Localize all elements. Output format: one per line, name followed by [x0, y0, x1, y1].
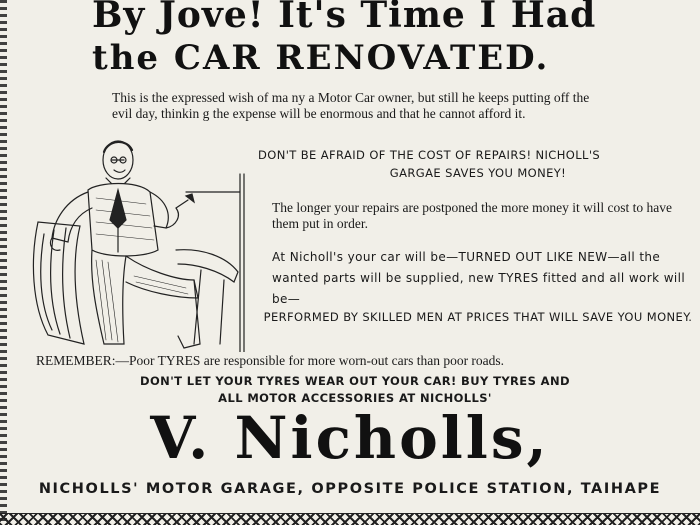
- notice-line-2: GARGAE SAVES YOU MONEY!: [389, 166, 567, 180]
- seated-gentleman-illustration: [26, 130, 250, 352]
- longer-repairs-paragraph: The longer your repairs are postponed the more money it will cost to have them put in order.: [272, 200, 673, 231]
- decorative-border-bottom: [0, 513, 700, 525]
- garage-address: NICHOLLS' MOTOR GARAGE, OPPOSITE POLICE STATION, TAIHAPE: [38, 481, 662, 497]
- tyres-notice: [50, 373, 660, 407]
- tyres-notice-line-1: DON'T LET YOUR TYRES WEAR OUT YOUR CAR! BUY TYRES AND: [140, 374, 570, 388]
- at-nicholls-paragraph: At Nicholl's your car will be—TURNED OUT LIKE NEW—all the wanted parts will be supplied, new TYRES fitted and all work will be—: [272, 250, 686, 306]
- headline-line-2: the CAR RENOVATED.: [92, 38, 550, 78]
- intro-paragraph: This is the expressed wish of ma ny a Motor Car owner, but still he keeps putting off the evil day, thinkin g the expense will be enormous and that he cannot afford it.: [112, 90, 590, 121]
- tyres-notice-line-2: ALL MOTOR ACCESSORIES AT NICHOLLS': [218, 391, 492, 405]
- performed-by-paragraph: PERFORMED BY SKILLED MEN AT PRICES THAT WILL SAVE YOU MONEY.: [263, 310, 693, 324]
- remember-paragraph: REMEMBER:—Poor TYRES are responsible for more worn-out cars than poor roads.: [36, 353, 505, 368]
- brand-name: V. Nicholls,: [150, 404, 550, 472]
- notice-line-1: DON'T BE AFRAID OF THE COST OF REPAIRS! NICHOLL'S: [258, 148, 601, 162]
- headline-line-1: By Jove! It's Time I Had: [92, 0, 597, 36]
